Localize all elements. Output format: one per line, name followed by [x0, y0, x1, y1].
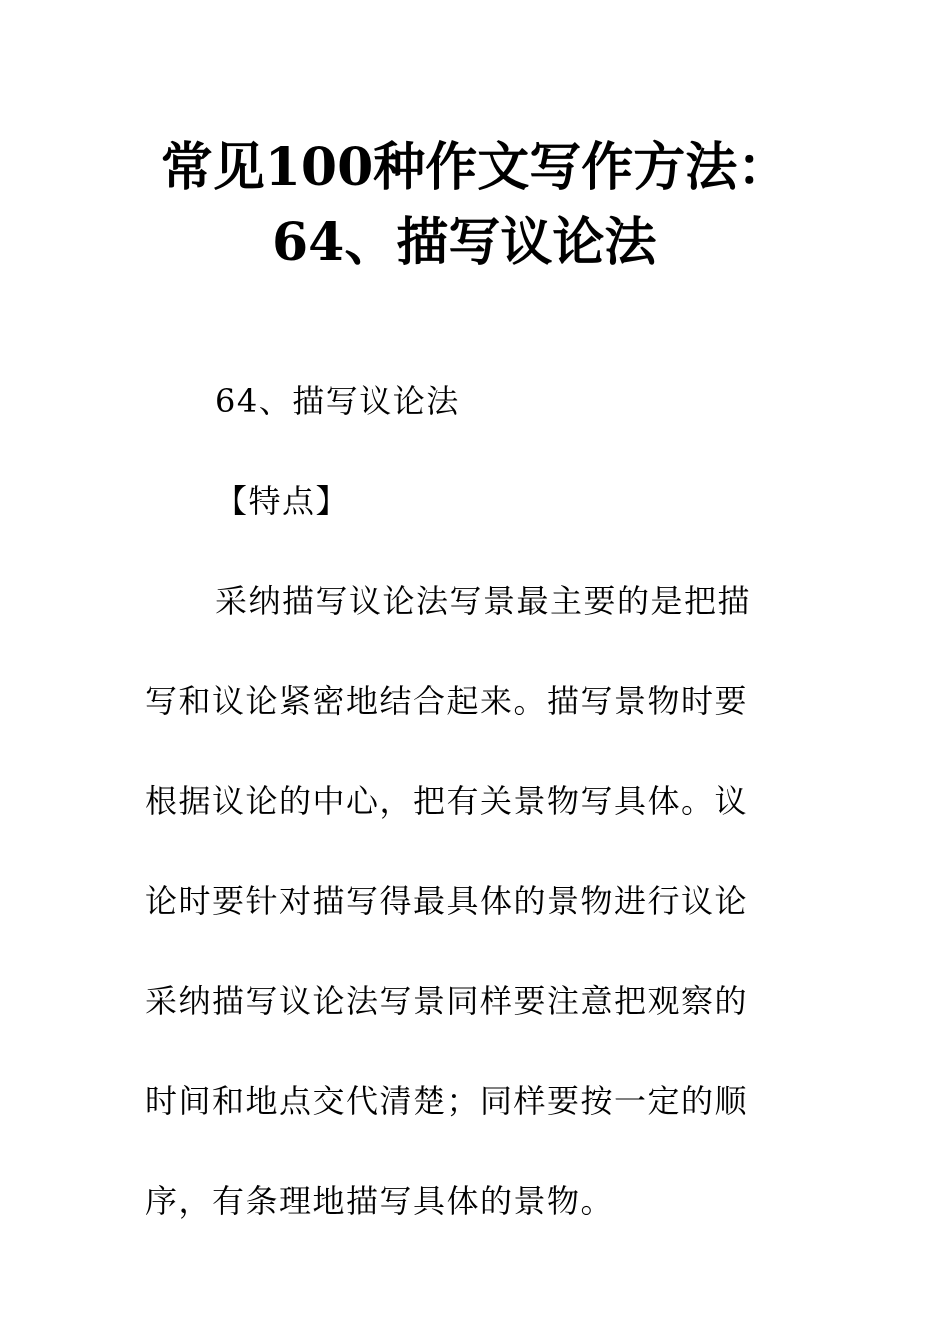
paragraph-line: 采纳描写议论法写景最主要的是把描 [215, 582, 752, 620]
paragraph-line: 采纳描写议论法写景同样要注意把观察的 [145, 982, 749, 1020]
subheading-features: 【特点】 [215, 482, 350, 520]
section-heading: 64、描写议论法 [215, 382, 460, 420]
document-title-line-2: 64、描写议论法 [272, 212, 657, 273]
paragraph-line: 序，有条理地描写具体的景物。 [145, 1182, 615, 1220]
paragraph-line: 时间和地点交代清楚；同样要按一定的顺 [145, 1082, 749, 1120]
paragraph-line: 写和议论紧密地结合起来。描写景物时要 [145, 682, 749, 720]
document-title-line-1: 常见100种作文写作方法： [160, 137, 790, 198]
paragraph-line: 论时要针对描写得最具体的景物进行议论 [145, 882, 749, 920]
paragraph-line: 根据议论的中心，把有关景物写具体。议 [145, 782, 749, 820]
